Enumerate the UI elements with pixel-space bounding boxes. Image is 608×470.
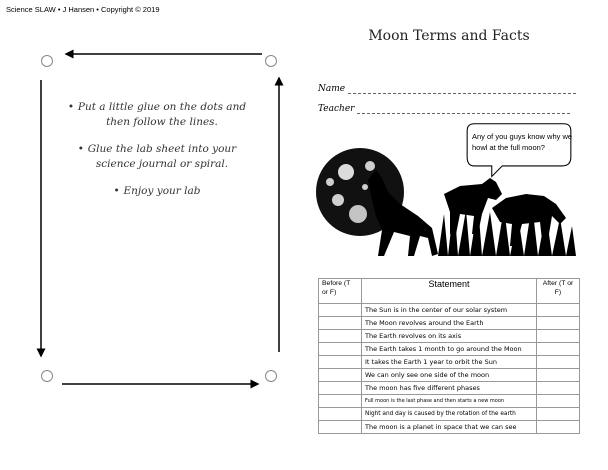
- before-cell[interactable]: [319, 395, 362, 408]
- after-cell[interactable]: [537, 343, 580, 356]
- instruction-item: • Glue the lab sheet into your science journal or spiral.: [62, 142, 262, 172]
- before-cell[interactable]: [319, 356, 362, 369]
- glue-dot-top-right: [265, 55, 277, 67]
- statement-cell: We can only see one side of the moon: [362, 369, 537, 382]
- teacher-label: Teacher: [318, 104, 355, 114]
- after-cell[interactable]: [537, 421, 580, 434]
- before-cell[interactable]: [319, 343, 362, 356]
- before-cell[interactable]: [319, 382, 362, 395]
- statement-cell: The Earth revolves on its axis: [362, 330, 537, 343]
- table-row: [319, 408, 580, 421]
- instruction-list: [62, 100, 262, 211]
- name-field[interactable]: [318, 84, 576, 94]
- table-row: [319, 343, 580, 356]
- statement-cell: The moon is a planet in space that we can see: [362, 421, 537, 434]
- statement-cell: The Earth takes 1 month to go around the Moon: [362, 343, 537, 356]
- before-cell[interactable]: [319, 304, 362, 317]
- page-title: Moon Terms and Facts: [368, 28, 530, 44]
- after-cell[interactable]: [537, 395, 580, 408]
- table-row: [319, 395, 580, 408]
- statement-cell: The Moon revolves around the Earth: [362, 317, 537, 330]
- teacher-field[interactable]: [318, 104, 570, 114]
- wolf-left: [444, 178, 502, 234]
- after-cell[interactable]: [537, 382, 580, 395]
- statement-cell: It takes the Earth 1 year to orbit the Sun: [362, 356, 537, 369]
- after-cell[interactable]: [537, 304, 580, 317]
- header-after: After (T or F): [537, 279, 580, 304]
- header-statement: Statement: [362, 279, 537, 304]
- before-cell[interactable]: [319, 408, 362, 421]
- copyright-notice: Science SLAW • J Hansen • Copyright © 2019: [6, 5, 160, 14]
- before-cell[interactable]: [319, 317, 362, 330]
- table-row: [319, 369, 580, 382]
- statement-cell: Full moon is the last phase and then starts a new moon: [362, 395, 537, 408]
- statement-cell: The moon has five different phases: [362, 382, 537, 395]
- glue-dot-top-left: [41, 55, 53, 67]
- after-cell[interactable]: [537, 317, 580, 330]
- table-row: [319, 304, 580, 317]
- after-cell[interactable]: [537, 330, 580, 343]
- name-label: Name: [318, 84, 346, 94]
- before-cell[interactable]: [319, 369, 362, 382]
- table-row: [319, 382, 580, 395]
- glue-dot-bottom-right: [265, 370, 277, 382]
- speech-bubble-text: Any of you guys know why we howl at the full moon?: [472, 132, 573, 152]
- after-cell[interactable]: [537, 408, 580, 421]
- glue-dot-bottom-left: [41, 370, 53, 382]
- instruction-item: • Enjoy your lab: [62, 184, 262, 199]
- table-row: [319, 421, 580, 434]
- after-cell[interactable]: [537, 356, 580, 369]
- before-cell[interactable]: [319, 421, 362, 434]
- table-row: [319, 317, 580, 330]
- facts-table: [318, 278, 580, 434]
- glue-guide-lines: [0, 0, 300, 470]
- table-row: [319, 330, 580, 343]
- table-row: [319, 356, 580, 369]
- statement-cell: Night and day is caused by the rotation of the earth: [362, 408, 537, 421]
- statement-cell: The Sun is in the center of our solar system: [362, 304, 537, 317]
- before-cell[interactable]: [319, 330, 362, 343]
- header-before: Before (T or F): [319, 279, 362, 304]
- instruction-item: • Put a little glue on the dots and then follow the lines.: [62, 100, 262, 130]
- after-cell[interactable]: [537, 369, 580, 382]
